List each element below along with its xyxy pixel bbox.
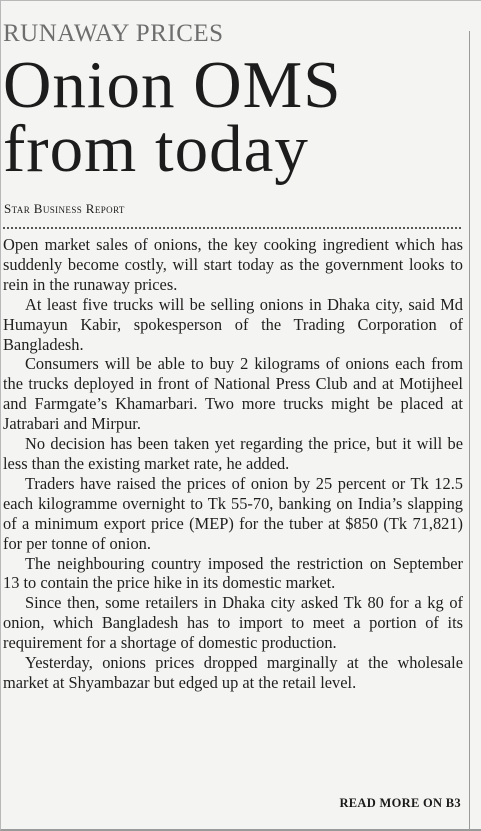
paragraph: At least five trucks will be selling onions in Dhaka city, said Md Humayun Kabir, spokesperson of the Trading Corporation of Bangladesh. [3,294,463,354]
column-divider [469,31,470,831]
paragraph: No decision has been taken yet regarding the price, but it will be less than the existing market rate, he added. [3,434,463,473]
byline: Star Business Report [4,201,125,216]
paragraph: Traders have raised the prices of onion by 25 percent or Tk 12.5 each kilogramme overnight to Tk 55-70, banking on India’s slapping of a minimum export price (MEP) for the tuber at $850 (Tk 71,821) for per tonne of onion. [3,473,463,553]
dotted-divider [3,227,461,229]
paragraph: Since then, some retailers in Dhaka city asked Tk 80 for a kg of onion, which Bangladesh has to import to meet a portion of its requirement for a shortage of domestic production. [3,593,463,653]
headline-line-1: Onion OMS [3,48,342,122]
paragraph: The neighbouring country imposed the restriction on September 13 to contain the price hike in its domestic market. [3,553,463,593]
read-more-link[interactable]: READ MORE ON B3 [339,796,461,810]
paragraph: Yesterday, onions prices dropped marginally at the wholesale market at Shyambazar but edged up at the retail level. [3,653,463,692]
article [3,19,463,693]
paragraph: Open market sales of onions, the key cooking ingredient which has suddenly become costly, will start today as the government looks to rein in the runaway prices. [3,235,463,294]
headline [3,48,463,186]
paragraph: Consumers will be able to buy 2 kilograms of onions each from the trucks deployed in front of National Press Club and at Motijheel and Farmgate’s Khamarbari. Two more trucks might be placed at Jatrabari and Mirpur. [3,354,463,434]
headline-line-2: from today [3,112,309,186]
article-body [3,235,463,693]
kicker: RUNAWAY PRICES [3,20,224,47]
